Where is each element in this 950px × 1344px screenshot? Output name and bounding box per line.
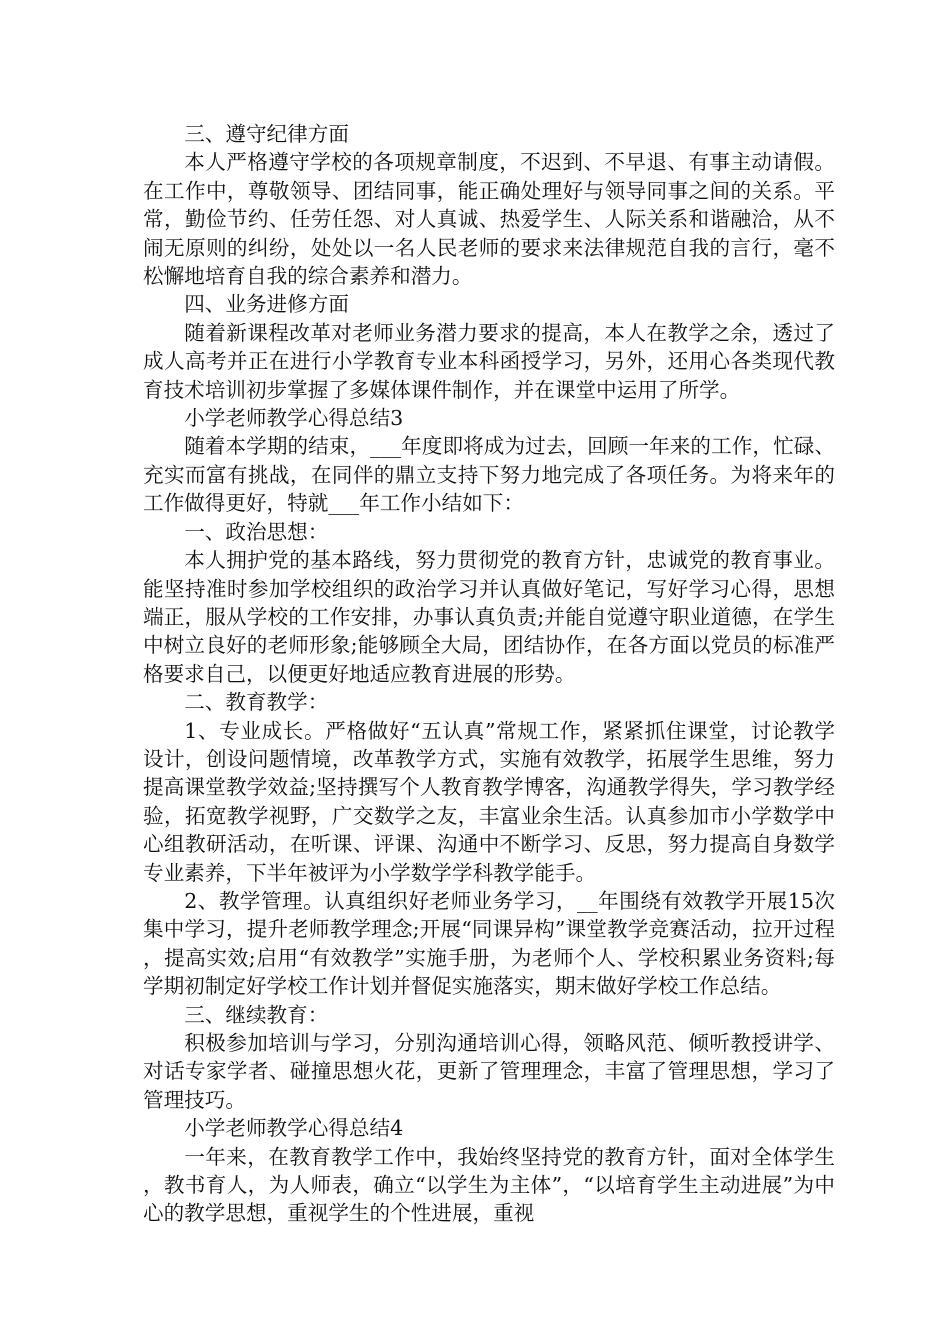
paragraph-continuing-education: 积极参加培训与学习，分别沟通培训心得，领略风范、倾听教授讲学、对话专家学者、碰撞思想火花，更新了管理理念，丰富了管理思想，学习了管理技巧。 bbox=[143, 1031, 835, 1112]
article-title-summary-3: 小学老师教学心得总结3 bbox=[184, 406, 404, 431]
paragraph-professional-growth: 1、专业成长。严格做好“五认真”常规工作，紧紧抓住课堂，讨论教学设计，创设问题情境，改革教学方式，实施有效教学，拓展学生思维，努力提高课堂教学效益;坚持撰写个人教育教学博客，沟通教学得失，学习教学经验，拓宽教学视野，广交数学之友，丰富业余生活。认真参加市小学数学中心组教研活动，在听课、评课、沟通中不断学习、反思，努力提高自身数学专业素养，下半年被评为小学数学学科教学能手。 bbox=[143, 718, 835, 885]
document-page bbox=[143, 120, 835, 1228]
section-heading-political: 一、政治思想： bbox=[184, 519, 329, 544]
paragraph-political: 本人拥护党的基本路线，努力贯彻党的教育方针，忠诚党的教育事业。能坚持准时参加学校组织的政治学习并认真做好笔记，写好学习心得，思想端正，服从学校的工作安排，办事认真负责;并能自觉遵守职业道德，在学生中树立良好的老师形象;能够顾全大局，团结协作，在各方面以党员的标准严格要求自己，以便更好地适应教育进展的形势。 bbox=[143, 548, 835, 686]
section-heading-professional-study: 四、业务进修方面 bbox=[184, 292, 349, 317]
paragraph-teaching-management: 2、教学管理。认真组织好老师业务学习，__年围绕有效教学开展15次集中学习，提升老师教学理念;开展“同课异构”课堂教学竞赛活动，拉开过程，提高实效;启用“有效教学”实施手册，为老师个人、学校积累业务资料;每学期初制定好学校工作计划并督促实施落实，期末做好学校工作总结。 bbox=[143, 888, 835, 999]
paragraph-intro-3: 随着本学期的结束，___年度即将成为过去，回顾一年来的工作，忙碌、充实而富有挑战，在同伴的鼎立支持下努力地完成了各项任务。为将来年的工作做得更好，特就___年工作小结如下： bbox=[143, 434, 835, 516]
section-heading-discipline: 三、遵守纪律方面 bbox=[184, 122, 349, 146]
section-heading-continuing-education: 三、继续教育： bbox=[184, 1002, 329, 1027]
paragraph-discipline: 本人严格遵守学校的各项规章制度，不迟到、不早退、有事主动请假。在工作中，尊敬领导、团结同事，能正确处理好与领导同事之间的关系。平常，勤俭节约、任劳任怨、对人真诚、热爱学生、人际关系和谐融洽，从不闹无原则的纠纷，处处以一名人民老师的要求来法律规范自我的言行，毫不松懈地培育自我的综合素养和潜力。 bbox=[143, 150, 835, 289]
paragraph-intro-4: 一年来，在教育教学工作中，我始终坚持党的教育方针，面对全体学生，教书育人，为人师表，确立“以学生为主体”，“以培育学生主动进展”为中心的教学思想，重视学生的个性进展，重视 bbox=[143, 1144, 835, 1226]
section-heading-teaching: 二、教育教学： bbox=[184, 690, 329, 715]
paragraph-professional-study: 随着新课程改革对老师业务潜力要求的提高，本人在教学之余，透过了成人高考并正在进行小学教育专业本科函授学习，另外，还用心各类现代教育技术培训初步掌握了多媒体课件制作，并在课堂中运用了所学。 bbox=[143, 320, 835, 402]
article-title-summary-4: 小学老师教学心得总结4 bbox=[184, 1116, 404, 1141]
